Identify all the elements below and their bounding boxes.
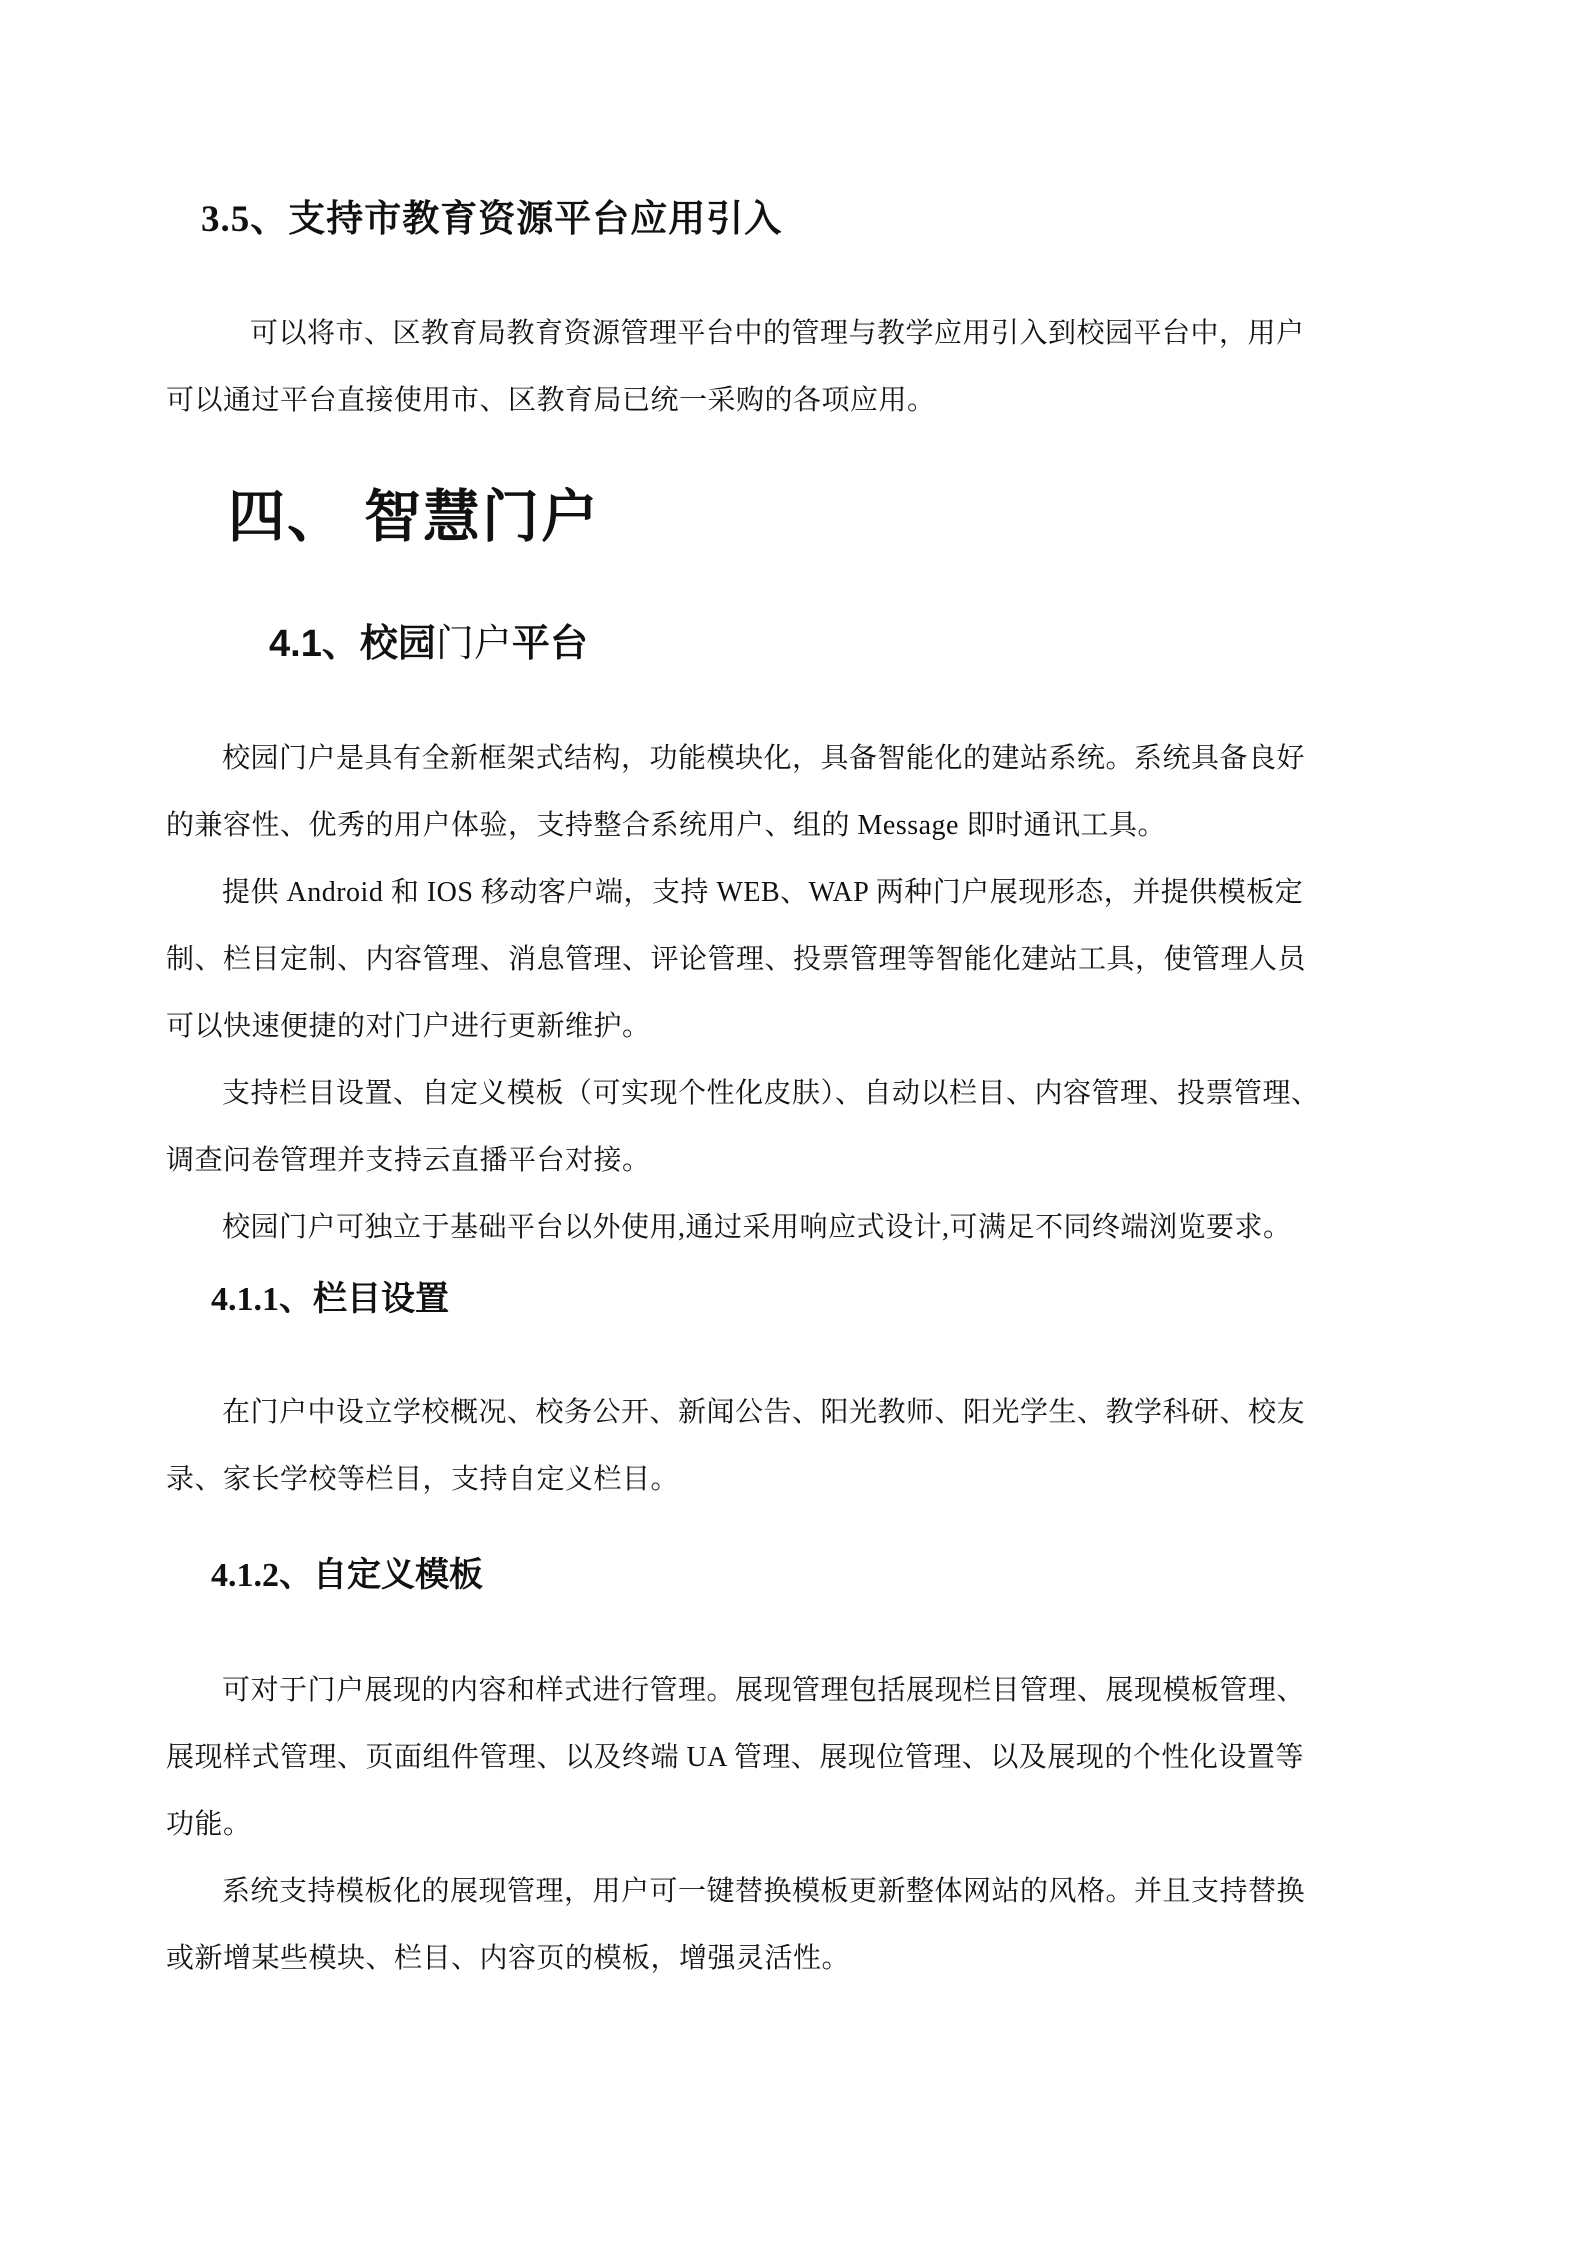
heading-4-1-1-title: 栏目设置 [313, 1280, 449, 1318]
paragraph-line: 在门户中设立学校概况、校务公开、新闻公告、阳光教师、阳光学生、教学科研、校友 [222, 1397, 1306, 1428]
heading-4-1-number: 4.1、 [269, 623, 360, 665]
paragraph-responsive [166, 1194, 1421, 1261]
paragraph-line: 支持栏目设置、自定义模板（可实现个性化皮肤）、自动以栏目、内容管理、投票管理、 [222, 1078, 1320, 1109]
heading-4-1-2-title: 自定义模板 [313, 1556, 483, 1594]
heading-4-1-2-number: 4.1.2、 [211, 1557, 313, 1594]
paragraph-resource-import [166, 300, 1421, 434]
paragraph-line: 制、栏目定制、内容管理、消息管理、评论管理、投票管理等智能化建站工具，使管理人员 [166, 944, 1307, 975]
paragraph-line: 录、家长学校等栏目，支持自定义栏目。 [166, 1464, 680, 1495]
heading-3-5-number: 3.5、 [201, 199, 289, 240]
paragraph-line: 功能。 [166, 1809, 252, 1840]
heading-4-1-part3: 平台 [511, 623, 588, 665]
paragraph-portal-intro [166, 725, 1421, 859]
heading-3-5-title: 支持市教育资源平台应用引入 [288, 199, 783, 240]
heading-4-1-part1: 校园 [359, 623, 436, 665]
paragraph-display-management [166, 1657, 1421, 1858]
paragraph-line: 校园门户是具有全新框架式结构，功能模块化，具备智能化的建站系统。系统具备良好 [222, 743, 1306, 774]
paragraph-line: 调查问卷管理并支持云直播平台对接。 [166, 1145, 651, 1176]
paragraph-line: 可以快速便捷的对门户进行更新维护。 [166, 1011, 651, 1042]
paragraph-line: 或新增某些模块、栏目、内容页的模板，增强灵活性。 [166, 1943, 851, 1974]
paragraph-column-settings [166, 1060, 1421, 1194]
heading-chapter-4-title: 智慧门户 [364, 486, 600, 549]
heading-4-1-part2: 门户 [435, 623, 512, 665]
paragraph-line: 校园门户可独立于基础平台以外使用,通过采用响应式设计,可满足不同终端浏览要求。 [222, 1212, 1292, 1243]
heading-4-1-2 [166, 1552, 1421, 1599]
document-content [0, 196, 1587, 1992]
paragraph-line: 展现样式管理、页面组件管理、以及终端 UA 管理、展现位管理、以及展现的个性化设置等 [166, 1742, 1304, 1773]
heading-3-5 [166, 196, 1421, 244]
paragraph-line: 的兼容性、优秀的用户体验，支持整合系统用户、组的 Message 即时通讯工具。 [166, 810, 1166, 841]
paragraph-line: 提供 Android 和 IOS 移动客户端，支持 WEB、WAP 两种门户展现形态，并提供模板定 [222, 877, 1304, 908]
heading-4-1 [166, 620, 1421, 669]
paragraph-line: 可以通过平台直接使用市、区教育局已统一采购的各项应用。 [166, 385, 936, 416]
heading-chapter-4-number: 四、 [228, 486, 346, 549]
paragraph-clients [166, 859, 1421, 1060]
paragraph-template-replace [166, 1858, 1421, 1992]
heading-4-1-1-number: 4.1.1、 [211, 1281, 313, 1318]
heading-chapter-4 [166, 482, 1421, 553]
paragraph-columns-list [166, 1379, 1421, 1513]
heading-4-1-1 [166, 1276, 1421, 1323]
paragraph-line: 可对于门户展现的内容和样式进行管理。展现管理包括展现栏目管理、展现模板管理、 [222, 1675, 1306, 1706]
paragraph-line: 系统支持模板化的展现管理，用户可一键替换模板更新整体网站的风格。并且支持替换 [222, 1876, 1306, 1907]
paragraph-line: 可以将市、区教育局教育资源管理平台中的管理与教学应用引入到校园平台中，用户 [250, 318, 1305, 349]
